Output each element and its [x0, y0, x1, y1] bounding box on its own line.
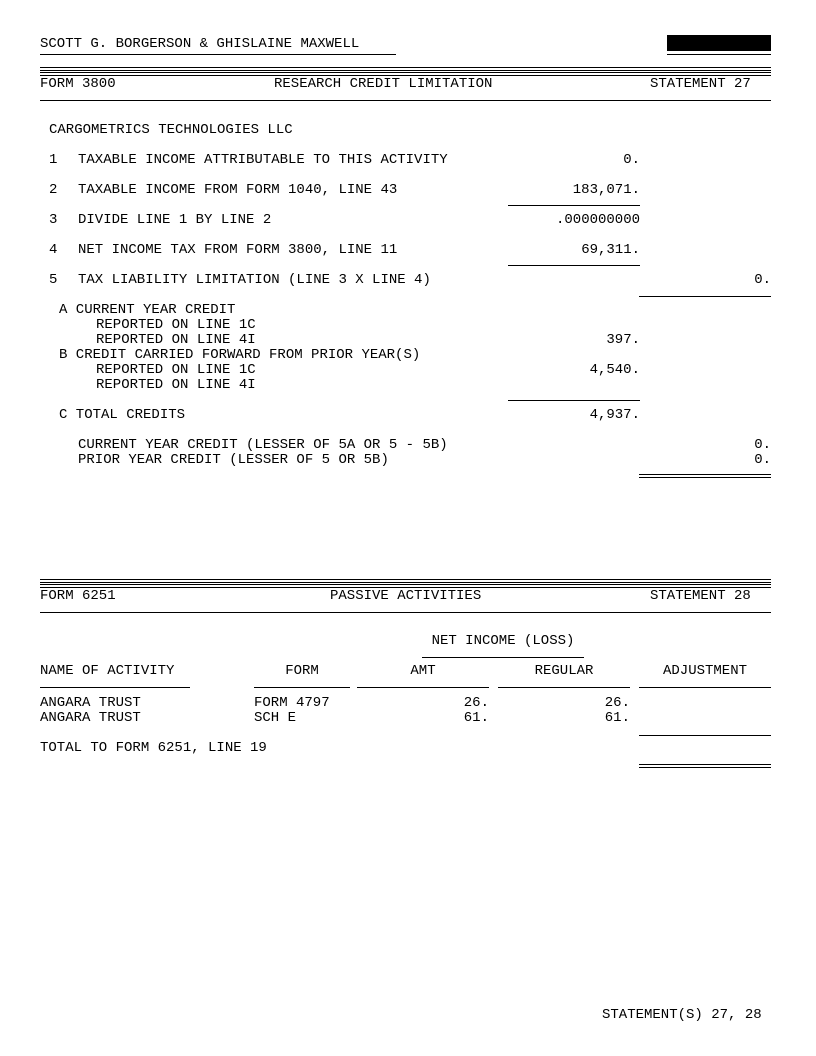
- row-regular: 61.: [604, 710, 630, 726]
- line-value: 183,071.: [572, 182, 640, 198]
- column-underline-amt: [357, 687, 489, 688]
- line-number: 1: [49, 152, 58, 168]
- prior-year-credit-label: PRIOR YEAR CREDIT (LESSER OF 5 OR 5B): [78, 452, 389, 468]
- statement28-number: STATEMENT 28: [650, 588, 751, 604]
- line-number: 4: [49, 242, 58, 258]
- total-credits-value: 4,937.: [589, 407, 640, 423]
- statement27-form: FORM 3800: [40, 76, 116, 92]
- credit-b-line1c: REPORTED ON LINE 1C: [96, 362, 256, 378]
- credit-a-line1c: REPORTED ON LINE 1C: [96, 317, 256, 333]
- net-income-underline: [422, 657, 584, 658]
- credit-b-label: B CREDIT CARRIED FORWARD FROM PRIOR YEAR(S): [59, 347, 421, 363]
- adjustment-subtotal-rule: [639, 735, 771, 736]
- entity-name: CARGOMETRICS TECHNOLOGIES LLC: [49, 122, 293, 138]
- total-label: TOTAL TO FORM 6251, LINE 19: [40, 740, 267, 756]
- column-underline-form: [254, 687, 350, 688]
- column-header-amt: AMT: [410, 663, 436, 679]
- row-amt: 26.: [463, 695, 489, 711]
- line-4-underline: [508, 265, 640, 266]
- line-5-underline: [639, 296, 771, 297]
- line-label: DIVIDE LINE 1 BY LINE 2: [78, 212, 272, 228]
- column-header-adjustment: ADJUSTMENT: [662, 663, 747, 679]
- column-underline-regular: [498, 687, 630, 688]
- credit-a-line4i: REPORTED ON LINE 4I: [96, 332, 256, 348]
- line-number: 3: [49, 212, 58, 228]
- net-income-header: NET INCOME (LOSS): [431, 633, 575, 649]
- column-header-name: NAME OF ACTIVITY: [40, 663, 175, 679]
- column-header-regular: REGULAR: [534, 663, 594, 679]
- prior-year-double-rule: [639, 474, 771, 478]
- column-underline-adjustment: [639, 687, 771, 688]
- column-underline-name: [40, 687, 190, 688]
- line-value: 69,311.: [581, 242, 640, 258]
- line-label: NET INCOME TAX FROM FORM 3800, LINE 11: [78, 242, 398, 258]
- taxpayer-names: SCOTT G. BORGERSON & GHISLAINE MAXWELL: [40, 36, 360, 52]
- credit-a-label: A CURRENT YEAR CREDIT: [59, 302, 236, 318]
- prior-year-credit-value: 0.: [754, 452, 771, 468]
- column-header-form: FORM: [285, 663, 319, 679]
- total-double-rule: [639, 764, 771, 768]
- statement27-number: STATEMENT 27: [650, 76, 751, 92]
- current-year-credit-value: 0.: [754, 437, 771, 453]
- statement28-form: FORM 6251: [40, 588, 116, 604]
- line-number: 5: [49, 272, 58, 288]
- total-credits-label: C TOTAL CREDITS: [59, 407, 186, 423]
- line-number: 2: [49, 182, 58, 198]
- statement27-title: RESEARCH CREDIT LIMITATION: [274, 76, 493, 92]
- statement27-header-rule: [40, 100, 771, 101]
- line-value: 0.: [754, 272, 771, 288]
- credit-b-line4i: REPORTED ON LINE 4I: [96, 377, 256, 393]
- footer-statements: STATEMENT(S) 27, 28: [602, 1007, 762, 1023]
- credit-b-underline: [508, 400, 640, 401]
- credit-b-value: 4,540.: [589, 362, 640, 378]
- redaction-box: [667, 35, 771, 51]
- redaction-underline: [667, 54, 771, 55]
- line-value: 0.: [623, 152, 640, 168]
- row-form: FORM 4797: [254, 695, 330, 711]
- line-label: TAXABLE INCOME ATTRIBUTABLE TO THIS ACTIVITY: [78, 152, 448, 168]
- statement28-header-rule: [40, 612, 771, 613]
- line-label: TAX LIABILITY LIMITATION (LINE 3 X LINE 4): [78, 272, 431, 288]
- line-2-underline: [508, 205, 640, 206]
- line-label: TAXABLE INCOME FROM FORM 1040, LINE 43: [78, 182, 398, 198]
- row-regular: 26.: [604, 695, 630, 711]
- credit-a-value: 397.: [606, 332, 640, 348]
- row-activity-name: ANGARA TRUST: [40, 710, 141, 726]
- line-value: .000000000: [555, 212, 640, 228]
- taxpayer-names-underline: [40, 54, 396, 55]
- statement28-title: PASSIVE ACTIVITIES: [330, 588, 482, 604]
- row-amt: 61.: [463, 710, 489, 726]
- row-form: SCH E: [254, 710, 297, 726]
- statement27-top-rule: [40, 67, 771, 71]
- statement28-top-rule: [40, 579, 771, 583]
- row-activity-name: ANGARA TRUST: [40, 695, 141, 711]
- current-year-credit-label: CURRENT YEAR CREDIT (LESSER OF 5A OR 5 - 5B): [78, 437, 448, 453]
